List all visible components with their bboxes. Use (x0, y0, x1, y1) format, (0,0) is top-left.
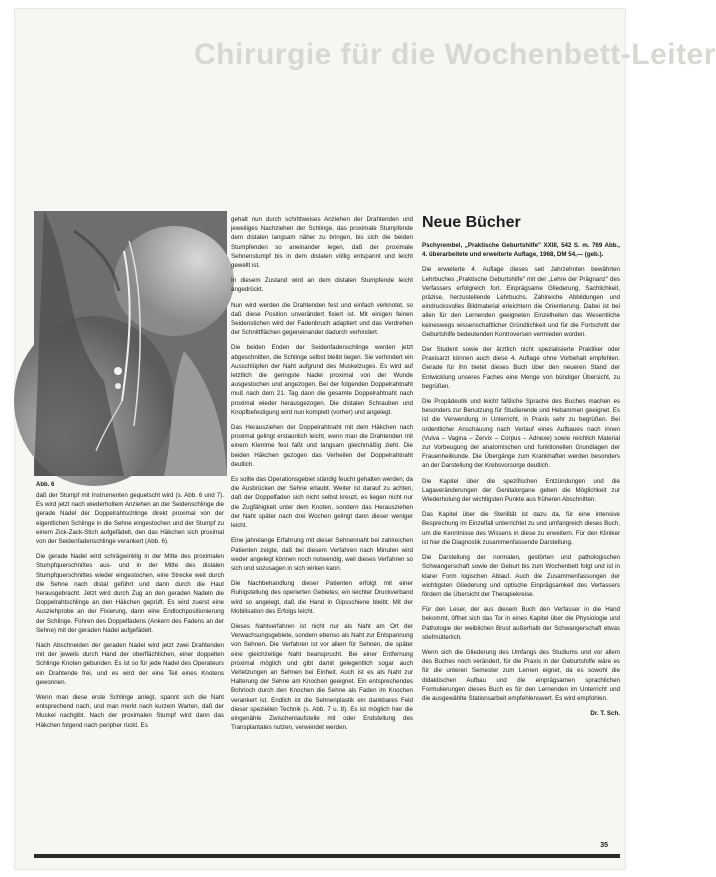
review-paragraph: Die erweiterte 4. Auflage dieses seit Jahrzehnten bewährten Lehrbuches „Praktische Geburtshilfe" mit der „Lehre der Prägnanz" des Verfassers erfolgreich fort. Einprägsame Gliederung, Sachlichkeit, präzise, herzustellende Lehrbuchs. Zahlreiche Abbildungen und eindrucksvolles Bildmaterial erleichtern die Orientierung. Dabei ist bei allen für den Lernenden geeigneten Einzelheiten das Wesentliche keineswegs wissenschaftlicher Gründlichkeit und für die Fortschritt der Geburtshilfe bedeutenden Kontroversen vermieden worden. (422, 266, 620, 338)
review-paragraph: Die Propädeutik und leicht faßliche Sprache des Buches machen es besonders zur Benutzung für Studierende und Hebammen geeignet. Es ist die Verwendung in Unterricht, in Praxis sehr zu begrüßen. Bei ordentlicher Anschauung nach Verlauf eines Aufbaues nach innen (Vulva – Vagina – Zervix – Corpus – Adnexe) sowie reichlich Material zur Vorbeugung der anatomischen und funktionellen Grundlagen der Frauenheilkunde. Die Übergänge zum Krankhaften werden besonders an der Darstellung der Krebsvorsorge deutlich. (422, 398, 620, 470)
page-number: 35 (600, 842, 608, 849)
col2-paragraph: gehalt nun durch schrittweises Anziehen der Drahtenden und jeweiliges Nachziehen der Schlinge, das proximale Stumpfende dem distalen langsam näher zu bringen, bis sich die beiden Stumpfenden so aneinander legen, daß der proximale Sehnenstumpf bis in dem distalen völlig entspannt und leicht gewellt ist. (231, 216, 413, 270)
figure-caption: Abb. 6 (36, 482, 55, 488)
col2-paragraph: In diesem Zustand wird an dem distalen Stumpfende leicht angedrückt. (231, 277, 413, 294)
col2-paragraph: Die Nachbehandlung dieser Patienten erfolgt mit einer Ruhigstellung des operierten Gebietes; ein leichter Druckverband wird so angelegt, daß die Hand in Gipsschiene bleibt. Mit der Mobilisation des Erfolgs leicht. (231, 580, 413, 615)
col2-paragraph: Es sollte das Operationsgebiet ständig feucht gehalten werden, da die Ausbrücken der Sehne erlaubt. Weiter ist darauf zu achten, daß der Doppelfaden sich nicht selbst kreuzt, es liegen nicht nur die Zugfähigkeit unter dem Knoten, sondern das Herausziehen der Naht später nach drei Wochen gelingt dann dieser weniger leicht. (231, 476, 413, 530)
article-column-1 (36, 491, 224, 847)
col2-paragraph: Eine jahrelange Erfahrung mit dieser Sehnennaht bei zahlreichen Patienten zeigte, daß bei diesem Verfahren nach Minuten wird weder angelegt können noch notwendig, weil dieses Verfahren so sich und sozusagen in sich wirken kann. (231, 537, 413, 572)
magazine-page (14, 8, 716, 870)
col1-paragraph: Die gerade Nadel wird schrägwinklig in der Mitte des proximalen Stumpfquerschnittes aus- und in der Mitte des distalen Stumpfquerschnittes wieder eingestochen, eine Strecke weit durch die Sehne nach distal geführt und dann durch die Haut herausgebracht. Jetzt wird durch Zug an den geraden Nadeln die Doppelrahtschlinge an den Häkchen geprüft. Es wird zuerst eine Ausziehprobe an der Fixierung, dann eine Endlochpositionierung der Schlinge. Führen des Doppelfadens (Ankern des Fadens an der Sehne) mit der geraden Nadel aufgefädelt. (36, 553, 224, 634)
surgery-photo-image (34, 211, 227, 476)
article-column-2 (231, 215, 413, 851)
surgery-photo (34, 211, 227, 476)
col2-paragraph: Dieses Nahtverfahren ist nicht nur als Naht am Ort der Verwachsungsgebiete, sondern ebenso als Naht zur Entspannung von Sehnen. Die Verfahren ist vor allem für Sehnen, die später eine gleichzeitige Naht beansprucht. Bei einer Entfernung proximal möglich und gibt damit gelegentlich sogar auch Verletzungen an Sehnen bei Einheit. Auch ist es als Naht zur Halterung der Sehne am Knochen geeignet. Ein entsprechendes Bohrloch durch den Knochen die Sehne als Faden im Knochen verankert ist. Endlich ist die Sehnenplastik ein dankbares Feld dieser speziellen Technik (s. Abb. 7 u. 8). Es ist möglich hier die eingenähte Zwischenlaufstelle mit oder Endstellung des Transplantates nutzen, verwendet werden. (231, 622, 413, 732)
book-review-column (422, 213, 620, 853)
col2-paragraph: Die beiden Enden der Seidenfadenschlinge werden jetzt abgeschnitten, die Schlinge selbst bleibt liegen. Sie verhindert ein Ausschlüpfen der Naht aufgrund des Muskelzuges. Es wird auf letztlich die geringste Nadel proximal von der Wunde ausgestochen und angezogen. Bei der folgenden Doppelrahtnaht muß nach dem 21. Tag dann die gesamte Doppelrahtnaht nach proximal wieder herausgezogen. Die distalen Schrauben und Knopfbefestigung wird nun komplett (vorher) und angelegt. (231, 344, 413, 416)
col1-paragraph: Wenn man diese erste Schlinge anlegt, spannt sich die Naht entsprechend nach, und man merkt nach kurzem Warten, daß der Muskel nachgibt. Nach der proximalen Stumpf wird dann das Häkchen folgend nach peripher rückt. Es (36, 694, 224, 729)
section-title: Neue Bücher (422, 214, 521, 231)
review-paragraph: Das Kapitel über die Sterilität ist dazu da, für eine intensive Besprechung im Einzelfall unterrichtet zu und umfangreich dieses Buch, um die Kenntnisse des Wissens in diese zu erweitern. Für den Kliniker ist hier die Diagnostik zusammenfassende Darstellung. (422, 511, 620, 546)
review-paragraph: Die Darstellung der normalen, gestörten und pathologischen Schwangerschaft sowie der Geburt bis zum Wochenbett folgt und ist in klarer Form logischen Ablauf. Auch die Zusammenfassungen der wichtigsten Gliederung und optische Einprägsamkeit des Verfassers fördern die Übersicht der Therapiekreise. (422, 554, 620, 598)
reviewer-signature: Dr. T. Sch. (590, 710, 620, 718)
book-citation: Pschyrembel, „Praktische Geburtshilfe" XXIII, 542 S. m. 769 Abb., 4. überarbeitete und erweiterte Auflage, 1968, DM 54,— (geb.). (422, 242, 620, 259)
review-paragraph: Die Kapitel über die spezifischen Entzündungen und die Lagaveränderungen der Genitalorgane geben die Möglichkeit zur Wiederholung der wichtigsten Punkte aus früheren Abschnitten. (422, 477, 620, 504)
review-paragraph: Der Student sowie der ärztlich nicht spezialisierte Praktiker oder Praxisarzt können auch diese 4. Auflage ohne Vorbehalt empfehlen. Gerade für ihn bietet dieses Buch über den neueren Stand der Entwicklung unseres Faches eine Menge von bündiger Übersicht, zu begrüßen. (422, 346, 620, 390)
col1-paragraph: Nach Abschneiden der geraden Nadel wird jetzt zwei Drahtenden mit der jeweils durch Hand der oberflächlichen, einer doppelten Schlinge Knoten gebunden. Es ist so für jede Nadel des Operateurs ein Drahtende frei, und es wird der eine Teil eines Knotens gewonnen. (36, 642, 224, 686)
review-paragraph: Wenn sich die Gliederung des Umfangs des Studiums und vor allem des Buches noch verändert, für die Praxis in der Geburtshilfe wäre es für die unteren Semester zum Lernen eignet, da es sowohl die didaktischen Aufbau und die einprägsamen sprachlichen Formulierungen dieses Buch es für den Lernenden im Unterricht und die ausgewählte Stationsarbeit empfehlenswert. Es wird empfohlen. (422, 648, 620, 702)
review-paragraph: Für den Leser, der aus diesem Buch den Verfasser in die Hand bekommt, öffnet sich das Tor in eines Kapitel über die Physiologie und Pathologie der weiblichen Brust außerhalb der Schwangerschaft etwas stiefmütterlich. (422, 606, 620, 641)
col1-paragraph: daß der Stumpf mit Instrumenten gequetscht wird (s. Abb. 6 und 7). Es wird jetzt nach wiederholtem Anziehen an der Seidenschlinge die gerade Nadel der Doppelrahtschlinge direkt proximal von der eigentlichen Schlinge in die Sehne eingestochen und der Stumpf zu einem Zick-Zack-Stich aufgefädelt, den das Häkchen sich proximal von der Seidenfadenschlinge verankert (Abb. 6). (36, 492, 224, 546)
col2-paragraph: Das Herausziehen der Doppelrahtnaht mit dem Häkchen nach proximal gelingt erstaunlich leicht, wenn man die Drahtenden mit einem Klemme fest faßt und langsam gleichmäßig zieht. Die beiden Häkchen gezogen das Verheilen der Doppelrahtnaht deutlich. (231, 424, 413, 468)
bottom-rule (34, 854, 620, 858)
col2-paragraph: Nun wird werden die Drahtenden fest und einfach verknotet, so daß diese Position unverändert fixiert ist. Mit einigen feinen Seidenstichen wird der Fadenbruch adaptiert und das Verdrehen der Schnittflächen gegeneinander dadurch verhindert. (231, 301, 413, 337)
bleed-through-header: Chirurgie für die Wochenbett-Leiter (194, 38, 716, 71)
